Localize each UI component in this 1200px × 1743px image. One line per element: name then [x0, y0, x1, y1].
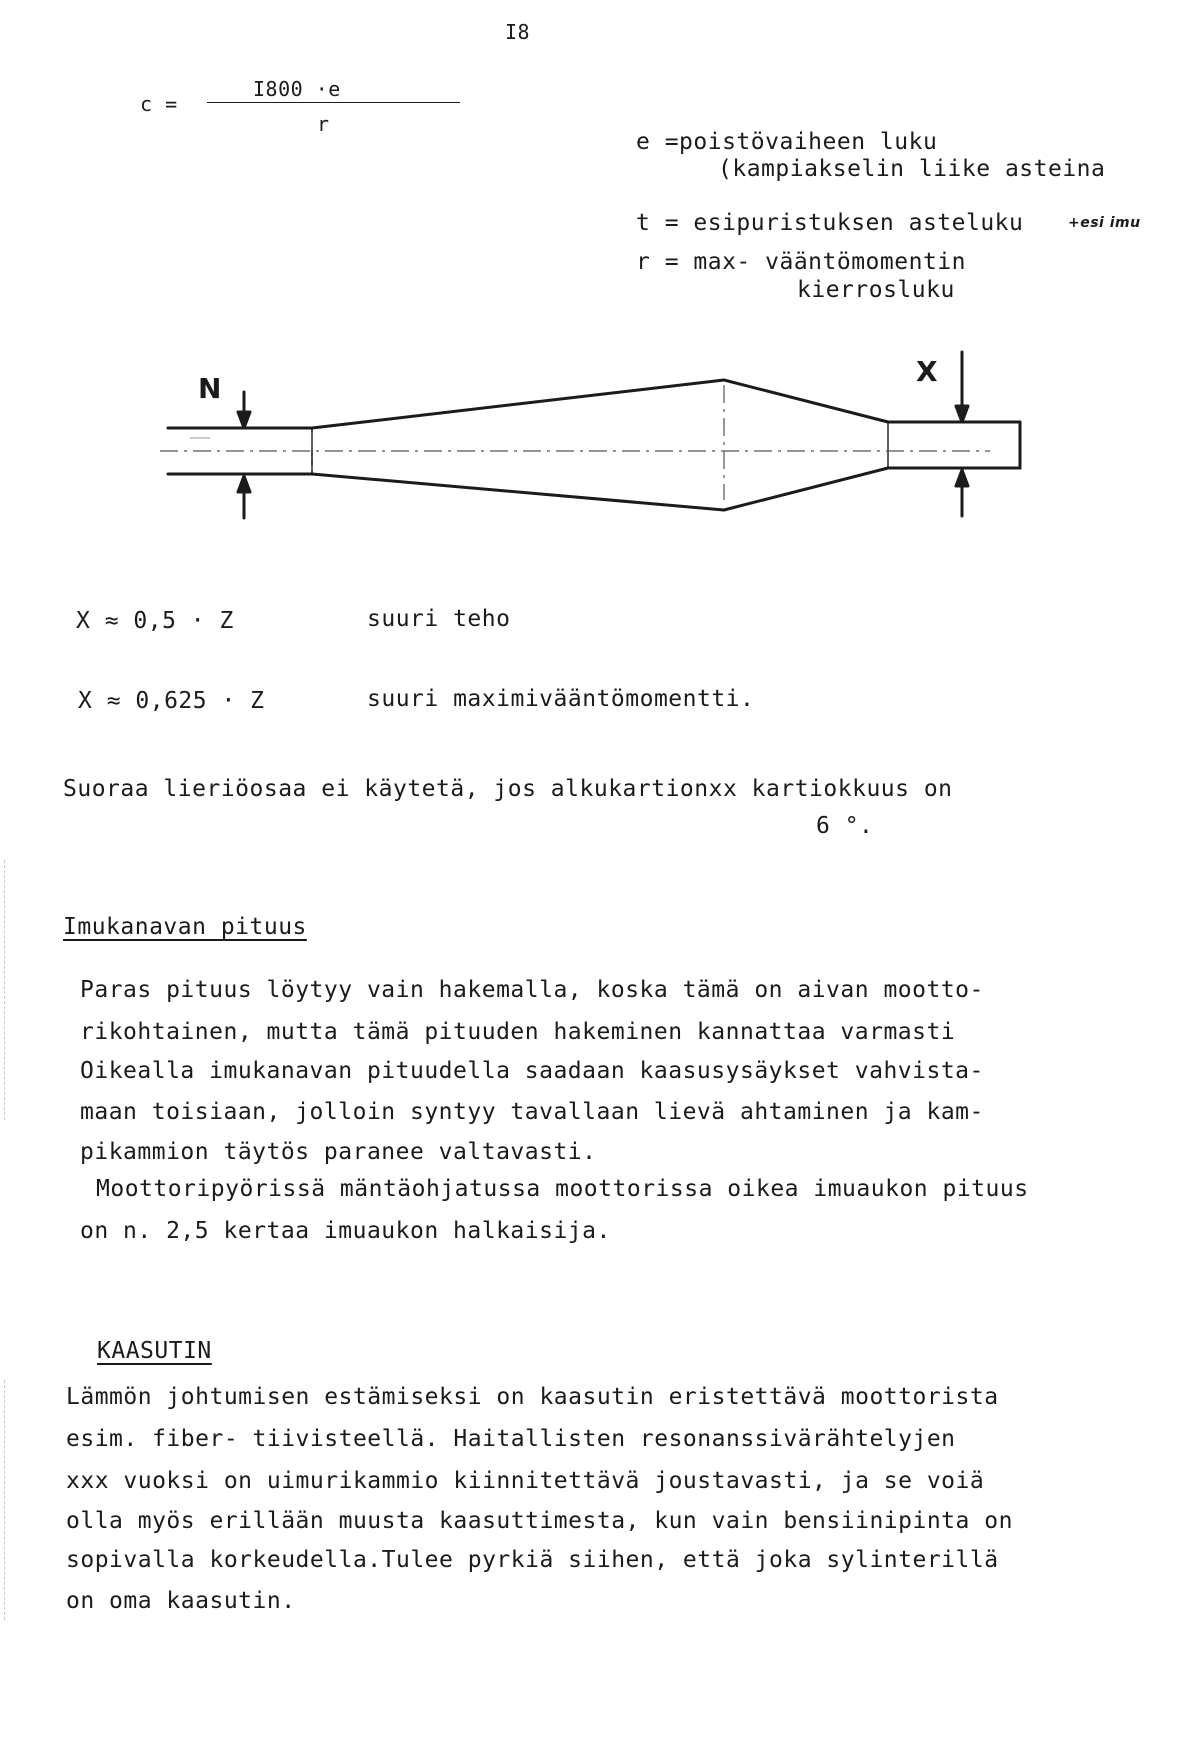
definition-e: e =poistövaiheen luku — [636, 129, 938, 155]
intake-line-3: Oikealla imukanavan pituudella saadaan kaasusysäykset vahvista- — [80, 1058, 984, 1084]
scan-margin-mark — [4, 860, 5, 1120]
formula-numerator: I800 ·e — [253, 77, 341, 101]
carb-line-6: on oma kaasutin. — [66, 1588, 296, 1614]
cylinder-note-line2: 6 °. — [816, 813, 874, 839]
intake-line-1: Paras pituus löytyy vain hakemalla, koska tämä on aivan mootto- — [80, 977, 984, 1003]
intake-line-4: maan toisiaan, jolloin syntyy tavallaan lievä ahtaminen ja kam- — [80, 1099, 984, 1125]
diagram-marker-n: N — [198, 372, 222, 405]
intake-line-2: rikohtainen, mutta tämä pituuden hakeminen kannattaa varmasti — [80, 1019, 956, 1045]
intake-line-7: on n. 2,5 kertaa imuaukon halkaisija. — [80, 1218, 611, 1244]
diagram-marker-x: X — [916, 355, 939, 388]
definition-t: t = esipuristuksen asteluku — [636, 210, 1024, 236]
ratio-label-1: suuri teho — [367, 606, 511, 632]
carb-line-1: Lämmön johtumisen estämiseksi on kaasutin eristettävä moottorista — [66, 1384, 999, 1410]
page-number: I8 — [505, 20, 531, 44]
ratio-formula-2: X ≈ 0,625 · Z — [78, 688, 265, 714]
scan-margin-mark — [4, 1380, 5, 1620]
carb-line-2: esim. fiber- tiivisteellä. Haitallisten resonanssivärähtelyjen — [66, 1426, 956, 1452]
intake-duct-diagram — [0, 0, 1200, 560]
cylinder-note-line1: Suoraa lieriöosaa ei käytetä, jos alkukartionxx kartiokkuus on — [63, 776, 953, 802]
carb-line-4: olla myös erillään muusta kaasuttimesta, kun vain bensiinipinta on — [66, 1508, 1013, 1534]
formula-denominator: r — [317, 112, 330, 136]
intake-line-5: pikammion täytös paranee valtavasti. — [80, 1139, 597, 1165]
ratio-formula-1: X ≈ 0,5 · Z — [76, 608, 234, 634]
intake-line-6: Moottoripyörissä mäntäohjatussa moottorissa oikea imuaukon pituus — [96, 1176, 1029, 1202]
handwritten-note: +esi imu — [1068, 215, 1141, 231]
definition-e-cont: (kampiakselin liike asteina — [718, 156, 1106, 182]
definition-r: r = max- vääntömomentin — [636, 249, 966, 275]
definition-r-cont: kierrosluku — [797, 277, 955, 303]
section-heading-carburetor: KAASUTIN — [97, 1338, 212, 1364]
carb-line-3: xxx vuoksi on uimurikammio kiinnitettävä joustavasti, ja se voiä — [66, 1468, 985, 1494]
carb-line-5: sopivalla korkeudella.Tulee pyrkiä siihen, että joka sylinterillä — [66, 1547, 999, 1573]
section-heading-intake: Imukanavan pituus — [63, 914, 307, 940]
formula-lhs: c = — [140, 92, 178, 116]
ratio-label-2: suuri maximivääntömomentti. — [367, 686, 755, 712]
